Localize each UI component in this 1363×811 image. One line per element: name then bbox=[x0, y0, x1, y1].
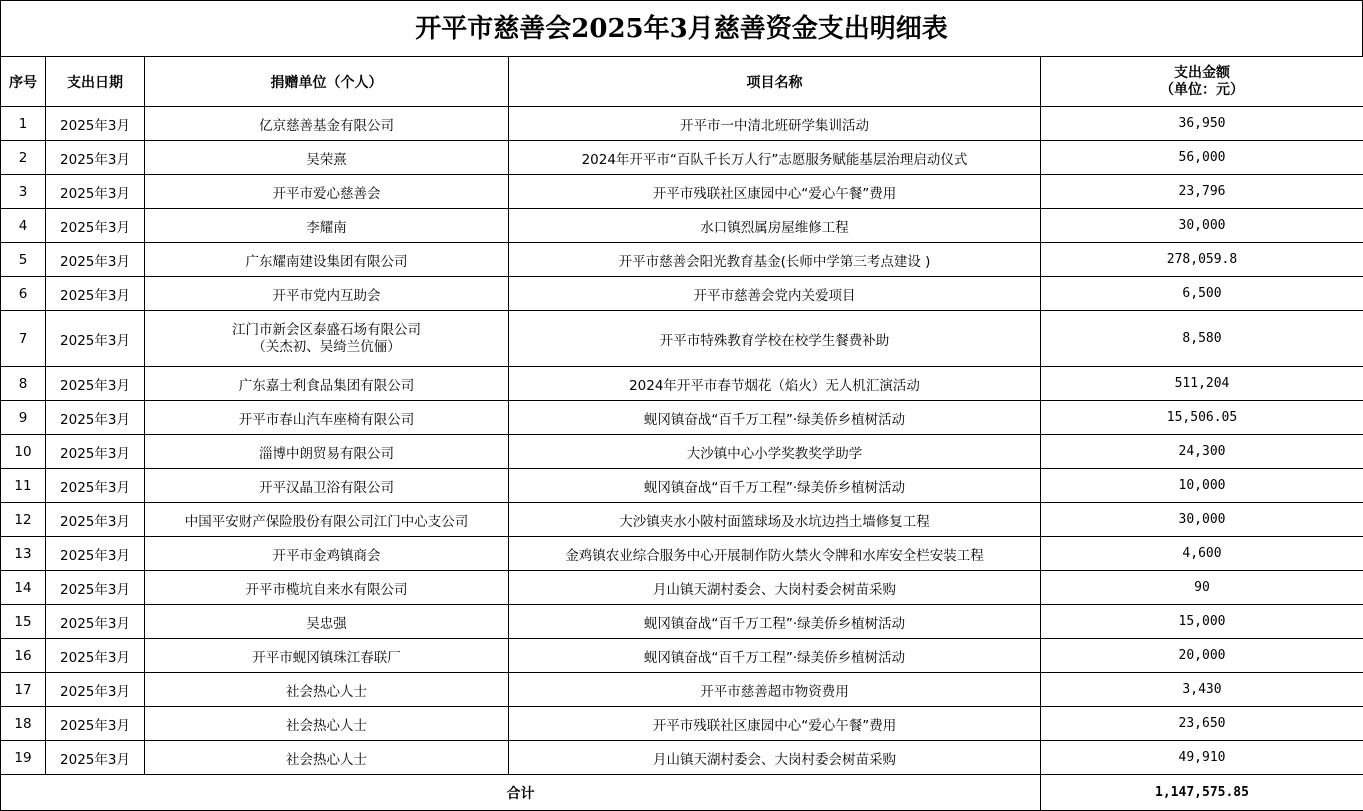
row-project: 开平市慈善会阳光教育基金(长师中学第三考点建设 ) bbox=[509, 243, 1041, 277]
row-project: 金鸡镇农业综合服务中心开展制作防火禁火令牌和水库安全栏安装工程 bbox=[509, 537, 1041, 571]
table-row bbox=[1, 243, 1363, 277]
row-no: 19 bbox=[1, 741, 46, 775]
row-project: 大沙镇夹水小陂村面篮球场及水坑边挡土墙修复工程 bbox=[509, 503, 1041, 537]
row-date: 2025年3月 bbox=[46, 639, 145, 673]
table-row bbox=[1, 209, 1363, 243]
row-no: 1 bbox=[1, 107, 46, 141]
total-amount: 1,147,575.85 bbox=[1041, 775, 1363, 811]
row-amount: 15,506.05 bbox=[1041, 401, 1363, 435]
row-no: 18 bbox=[1, 707, 46, 741]
row-donor: 李耀南 bbox=[145, 209, 509, 243]
row-amount: 278,059.8 bbox=[1041, 243, 1363, 277]
row-donor: 开平市金鸡镇商会 bbox=[145, 537, 509, 571]
row-project: 蚬冈镇奋战“百千万工程”·绿美侨乡植树活动 bbox=[509, 469, 1041, 503]
row-project: 大沙镇中心小学奖教奖学助学 bbox=[509, 435, 1041, 469]
row-date: 2025年3月 bbox=[46, 571, 145, 605]
row-project: 蚬冈镇奋战“百千万工程”·绿美侨乡植树活动 bbox=[509, 605, 1041, 639]
row-date: 2025年3月 bbox=[46, 707, 145, 741]
row-project: 2024年开平市“百队千长万人行”志愿服务赋能基层治理启动仪式 bbox=[509, 141, 1041, 175]
header-no: 序号 bbox=[1, 57, 46, 107]
row-no: 14 bbox=[1, 571, 46, 605]
table-row bbox=[1, 141, 1363, 175]
row-donor: 淄博中朗贸易有限公司 bbox=[145, 435, 509, 469]
row-donor: 开平汉晶卫浴有限公司 bbox=[145, 469, 509, 503]
row-project: 开平市慈善超市物资费用 bbox=[509, 673, 1041, 707]
row-donor: 中国平安财产保险股份有限公司江门中心支公司 bbox=[145, 503, 509, 537]
row-no: 16 bbox=[1, 639, 46, 673]
expense-table bbox=[0, 56, 1363, 811]
row-donor: 开平市春山汽车座椅有限公司 bbox=[145, 401, 509, 435]
row-donor: 社会热心人士 bbox=[145, 741, 509, 775]
row-project: 月山镇天湖村委会、大岗村委会树苗采购 bbox=[509, 571, 1041, 605]
table-row bbox=[1, 537, 1363, 571]
row-date: 2025年3月 bbox=[46, 277, 145, 311]
header-amount-line1: 支出金额 bbox=[1174, 64, 1230, 81]
row-project: 开平市残联社区康园中心“爱心午餐”费用 bbox=[509, 707, 1041, 741]
row-project: 蚬冈镇奋战“百千万工程”·绿美侨乡植树活动 bbox=[509, 639, 1041, 673]
row-date: 2025年3月 bbox=[46, 311, 145, 367]
row-project: 蚬冈镇奋战“百千万工程”·绿美侨乡植树活动 bbox=[509, 401, 1041, 435]
table-header-row bbox=[1, 57, 1363, 107]
table-row bbox=[1, 469, 1363, 503]
row-donor: 开平市党内互助会 bbox=[145, 277, 509, 311]
row-donor: 广东嘉士利食品集团有限公司 bbox=[145, 367, 509, 401]
row-no: 3 bbox=[1, 175, 46, 209]
row-amount: 23,796 bbox=[1041, 175, 1363, 209]
row-amount: 30,000 bbox=[1041, 503, 1363, 537]
row-donor: 亿京慈善基金有限公司 bbox=[145, 107, 509, 141]
row-project: 月山镇天湖村委会、大岗村委会树苗采购 bbox=[509, 741, 1041, 775]
table-row bbox=[1, 367, 1363, 401]
row-donor-line2: （关杰初、吴绮兰伉俪） bbox=[252, 338, 401, 355]
row-donor-line1: 江门市新会区泰盛石场有限公司 bbox=[232, 321, 421, 338]
row-amount: 90 bbox=[1041, 571, 1363, 605]
row-project: 水口镇烈属房屋维修工程 bbox=[509, 209, 1041, 243]
row-amount: 36,950 bbox=[1041, 107, 1363, 141]
row-amount: 3,430 bbox=[1041, 673, 1363, 707]
row-date: 2025年3月 bbox=[46, 605, 145, 639]
row-amount: 4,600 bbox=[1041, 537, 1363, 571]
table-row bbox=[1, 741, 1363, 775]
row-date: 2025年3月 bbox=[46, 209, 145, 243]
header-donor: 捐赠单位（个人） bbox=[145, 57, 509, 107]
row-date: 2025年3月 bbox=[46, 367, 145, 401]
total-label: 合计 bbox=[1, 775, 1041, 811]
row-date: 2025年3月 bbox=[46, 141, 145, 175]
row-no: 8 bbox=[1, 367, 46, 401]
row-amount: 10,000 bbox=[1041, 469, 1363, 503]
row-amount: 49,910 bbox=[1041, 741, 1363, 775]
row-amount: 6,500 bbox=[1041, 277, 1363, 311]
page-title: 开平市慈善会2025年3月慈善资金支出明细表 bbox=[0, 0, 1363, 56]
row-date: 2025年3月 bbox=[46, 741, 145, 775]
header-project: 项目名称 bbox=[509, 57, 1041, 107]
row-no: 13 bbox=[1, 537, 46, 571]
table-row bbox=[1, 707, 1363, 741]
row-no: 5 bbox=[1, 243, 46, 277]
table-row bbox=[1, 435, 1363, 469]
row-donor: 社会热心人士 bbox=[145, 673, 509, 707]
row-no: 17 bbox=[1, 673, 46, 707]
row-donor: 开平市蚬冈镇珠江春联厂 bbox=[145, 639, 509, 673]
row-date: 2025年3月 bbox=[46, 243, 145, 277]
row-amount: 23,650 bbox=[1041, 707, 1363, 741]
row-donor: 广东耀南建设集团有限公司 bbox=[145, 243, 509, 277]
row-donor bbox=[145, 311, 509, 367]
header-amount-line2: （单位：元） bbox=[1160, 81, 1244, 98]
row-project: 2024年开平市春节烟花（焰火）无人机汇演活动 bbox=[509, 367, 1041, 401]
row-project: 开平市慈善会党内关爱项目 bbox=[509, 277, 1041, 311]
header-date: 支出日期 bbox=[46, 57, 145, 107]
row-date: 2025年3月 bbox=[46, 435, 145, 469]
total-row bbox=[1, 775, 1363, 811]
row-amount: 511,204 bbox=[1041, 367, 1363, 401]
row-date: 2025年3月 bbox=[46, 537, 145, 571]
row-no: 11 bbox=[1, 469, 46, 503]
row-date: 2025年3月 bbox=[46, 673, 145, 707]
table-row bbox=[1, 639, 1363, 673]
row-project: 开平市特殊教育学校在校学生餐费补助 bbox=[509, 311, 1041, 367]
row-no: 10 bbox=[1, 435, 46, 469]
row-donor: 吴荣熹 bbox=[145, 141, 509, 175]
header-amount bbox=[1041, 57, 1363, 107]
row-donor: 开平市榄坑自来水有限公司 bbox=[145, 571, 509, 605]
table-row bbox=[1, 175, 1363, 209]
table-row bbox=[1, 503, 1363, 537]
row-amount: 24,300 bbox=[1041, 435, 1363, 469]
row-no: 7 bbox=[1, 311, 46, 367]
row-no: 12 bbox=[1, 503, 46, 537]
row-amount: 15,000 bbox=[1041, 605, 1363, 639]
table-row bbox=[1, 107, 1363, 141]
row-no: 2 bbox=[1, 141, 46, 175]
table-row bbox=[1, 673, 1363, 707]
row-date: 2025年3月 bbox=[46, 469, 145, 503]
row-donor: 社会热心人士 bbox=[145, 707, 509, 741]
row-donor: 开平市爱心慈善会 bbox=[145, 175, 509, 209]
row-no: 15 bbox=[1, 605, 46, 639]
row-project: 开平市残联社区康园中心“爱心午餐”费用 bbox=[509, 175, 1041, 209]
row-amount: 56,000 bbox=[1041, 141, 1363, 175]
row-amount: 20,000 bbox=[1041, 639, 1363, 673]
row-date: 2025年3月 bbox=[46, 503, 145, 537]
row-date: 2025年3月 bbox=[46, 401, 145, 435]
row-no: 6 bbox=[1, 277, 46, 311]
row-amount: 8,580 bbox=[1041, 311, 1363, 367]
table-row bbox=[1, 401, 1363, 435]
row-date: 2025年3月 bbox=[46, 175, 145, 209]
table-row bbox=[1, 605, 1363, 639]
row-donor: 吴忠强 bbox=[145, 605, 509, 639]
row-no: 4 bbox=[1, 209, 46, 243]
row-date: 2025年3月 bbox=[46, 107, 145, 141]
row-no: 9 bbox=[1, 401, 46, 435]
row-amount: 30,000 bbox=[1041, 209, 1363, 243]
table-row bbox=[1, 571, 1363, 605]
table-row bbox=[1, 277, 1363, 311]
row-project: 开平市一中清北班研学集训活动 bbox=[509, 107, 1041, 141]
table-row bbox=[1, 311, 1363, 367]
